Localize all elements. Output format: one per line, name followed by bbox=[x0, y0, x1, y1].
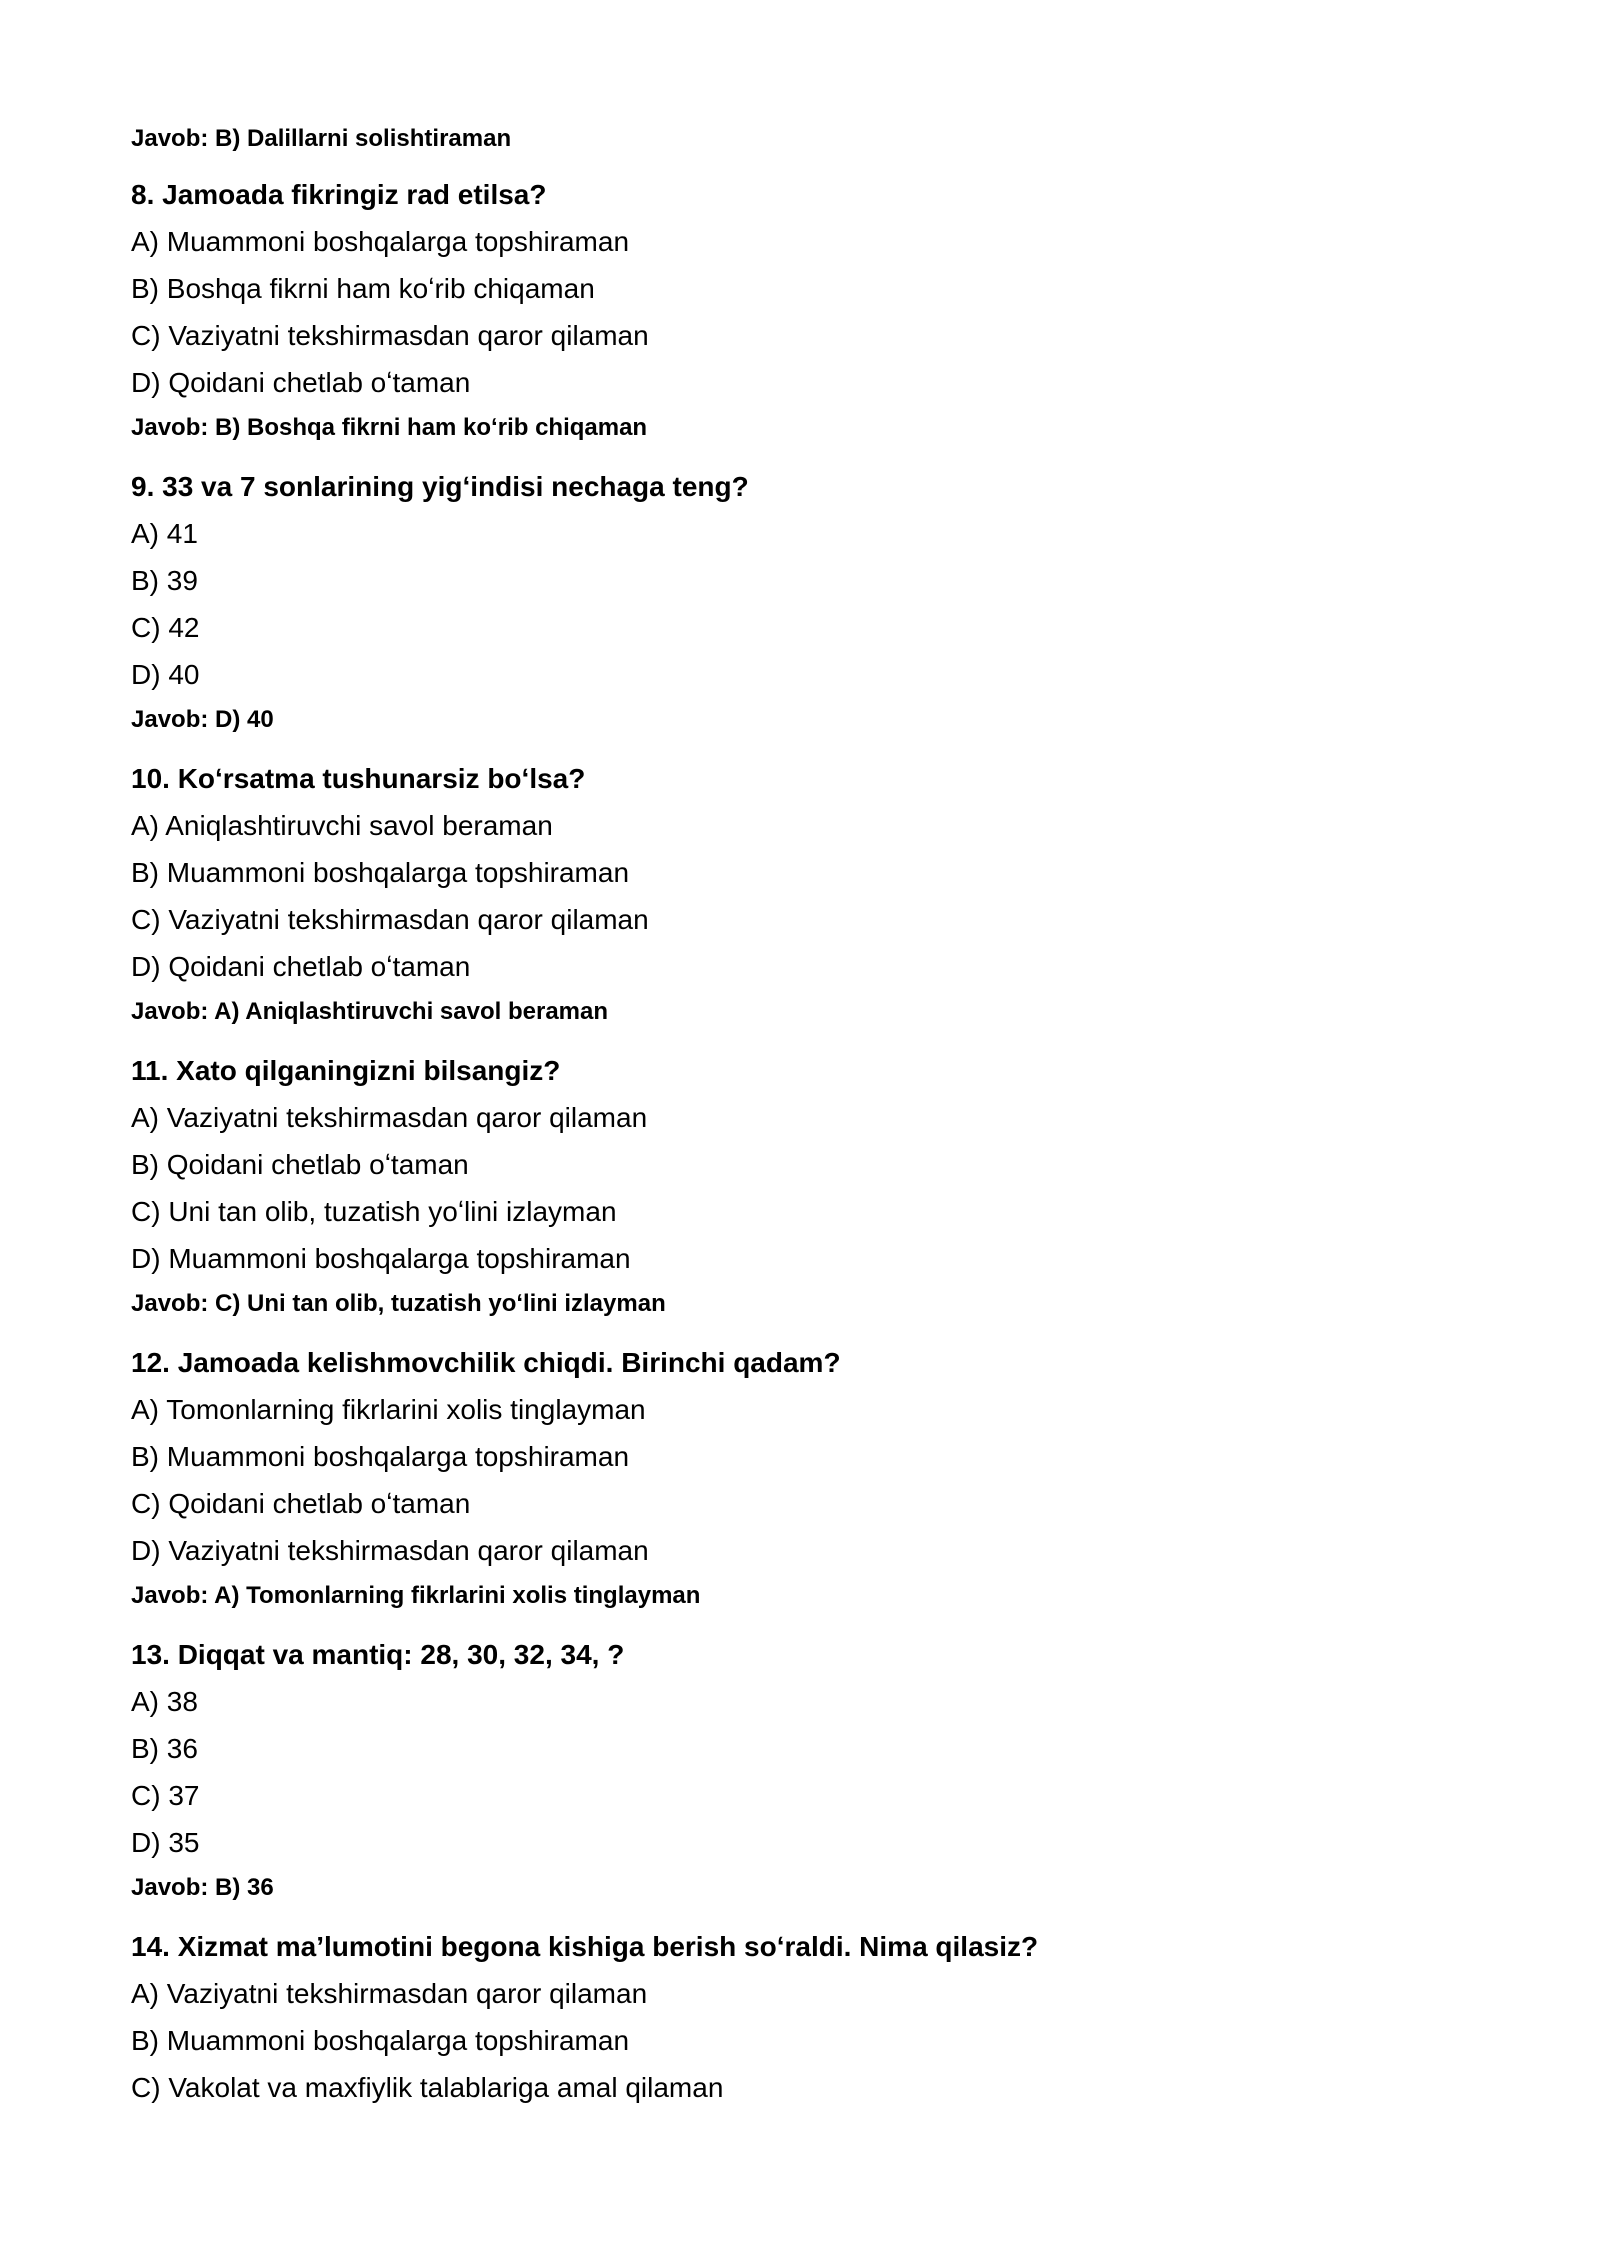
question-title: 9. 33 va 7 sonlarining yigʻindisi nechaga teng? bbox=[131, 471, 749, 502]
question-title: 14. Xizmat maʼlumotini begona kishiga berish soʻraldi. Nima qilasiz? bbox=[131, 1931, 1039, 1962]
question-block bbox=[131, 1344, 1491, 1613]
answer-option: B) Boshqa fikrni ham koʻrib chiqaman bbox=[131, 273, 595, 304]
answer-option: A) Vaziyatni tekshirmasdan qaror qilaman bbox=[131, 1978, 648, 2009]
answer-option: D) Qoidani chetlab oʻtaman bbox=[131, 367, 471, 398]
answer-option: C) 42 bbox=[131, 612, 200, 643]
question-title: 8. Jamoada fikringiz rad etilsa? bbox=[131, 179, 547, 210]
answer-text: Javob: B) 36 bbox=[131, 1874, 274, 1901]
answer-text: Javob: C) Uni tan olib, tuzatish yoʻlini izlayman bbox=[131, 1290, 666, 1317]
answer-option: A) 38 bbox=[131, 1686, 198, 1717]
answer-option: C) 37 bbox=[131, 1780, 200, 1811]
question-title: 11. Xato qilganingizni bilsangiz? bbox=[131, 1055, 561, 1086]
question-list bbox=[131, 176, 1491, 2107]
answer-option: C) Uni tan olib, tuzatish yoʻlini izlayman bbox=[131, 1196, 617, 1227]
answer-text: Javob: B) Boshqa fikrni ham koʻrib chiqaman bbox=[131, 414, 648, 441]
question-block bbox=[131, 1636, 1491, 1905]
answer-option: C) Vaziyatni tekshirmasdan qaror qilaman bbox=[131, 904, 649, 935]
answer-option: D) 35 bbox=[131, 1827, 200, 1858]
answer-option: A) Muammoni boshqalarga topshiraman bbox=[131, 226, 630, 257]
document-page bbox=[131, 122, 1491, 2116]
question-block bbox=[131, 1052, 1491, 1321]
answer-option: B) 39 bbox=[131, 565, 198, 596]
answer-text: Javob: A) Tomonlarning fikrlarini xolis tinglayman bbox=[131, 1582, 701, 1609]
question-title: 12. Jamoada kelishmovchilik chiqdi. Birinchi qadam? bbox=[131, 1347, 841, 1378]
answer-option: C) Qoidani chetlab oʻtaman bbox=[131, 1488, 471, 1519]
answer-option: B) Muammoni boshqalarga topshiraman bbox=[131, 1441, 630, 1472]
question-title: 13. Diqqat va mantiq: 28, 30, 32, 34, ? bbox=[131, 1639, 625, 1670]
question-block bbox=[131, 1928, 1491, 2107]
answer-option: B) 36 bbox=[131, 1733, 198, 1764]
question-block bbox=[131, 760, 1491, 1029]
answer-text: Javob: B) Dalillarni solishtiraman bbox=[131, 125, 512, 152]
question-block bbox=[131, 468, 1491, 737]
answer-option: D) 40 bbox=[131, 659, 200, 690]
answer-option: D) Qoidani chetlab oʻtaman bbox=[131, 951, 471, 982]
answer-option: D) Muammoni boshqalarga topshiraman bbox=[131, 1243, 631, 1274]
answer-option: B) Muammoni boshqalarga topshiraman bbox=[131, 857, 630, 888]
answer-option: A) 41 bbox=[131, 518, 198, 549]
answer-option: B) Muammoni boshqalarga topshiraman bbox=[131, 2025, 630, 2056]
answer-option: A) Aniqlashtiruvchi savol beraman bbox=[131, 810, 553, 841]
answer-text: Javob: D) 40 bbox=[131, 706, 274, 733]
answer-option: B) Qoidani chetlab oʻtaman bbox=[131, 1149, 469, 1180]
answer-option: C) Vakolat va maxfiylik talablariga amal qilaman bbox=[131, 2072, 724, 2103]
answer-option: D) Vaziyatni tekshirmasdan qaror qilaman bbox=[131, 1535, 649, 1566]
question-title: 10. Koʻrsatma tushunarsiz boʻlsa? bbox=[131, 763, 586, 794]
answer-text: Javob: A) Aniqlashtiruvchi savol beraman bbox=[131, 998, 609, 1025]
question-block bbox=[131, 176, 1491, 445]
answer-option: C) Vaziyatni tekshirmasdan qaror qilaman bbox=[131, 320, 649, 351]
answer-option: A) Tomonlarning fikrlarini xolis tinglayman bbox=[131, 1394, 646, 1425]
answer-option: A) Vaziyatni tekshirmasdan qaror qilaman bbox=[131, 1102, 648, 1133]
